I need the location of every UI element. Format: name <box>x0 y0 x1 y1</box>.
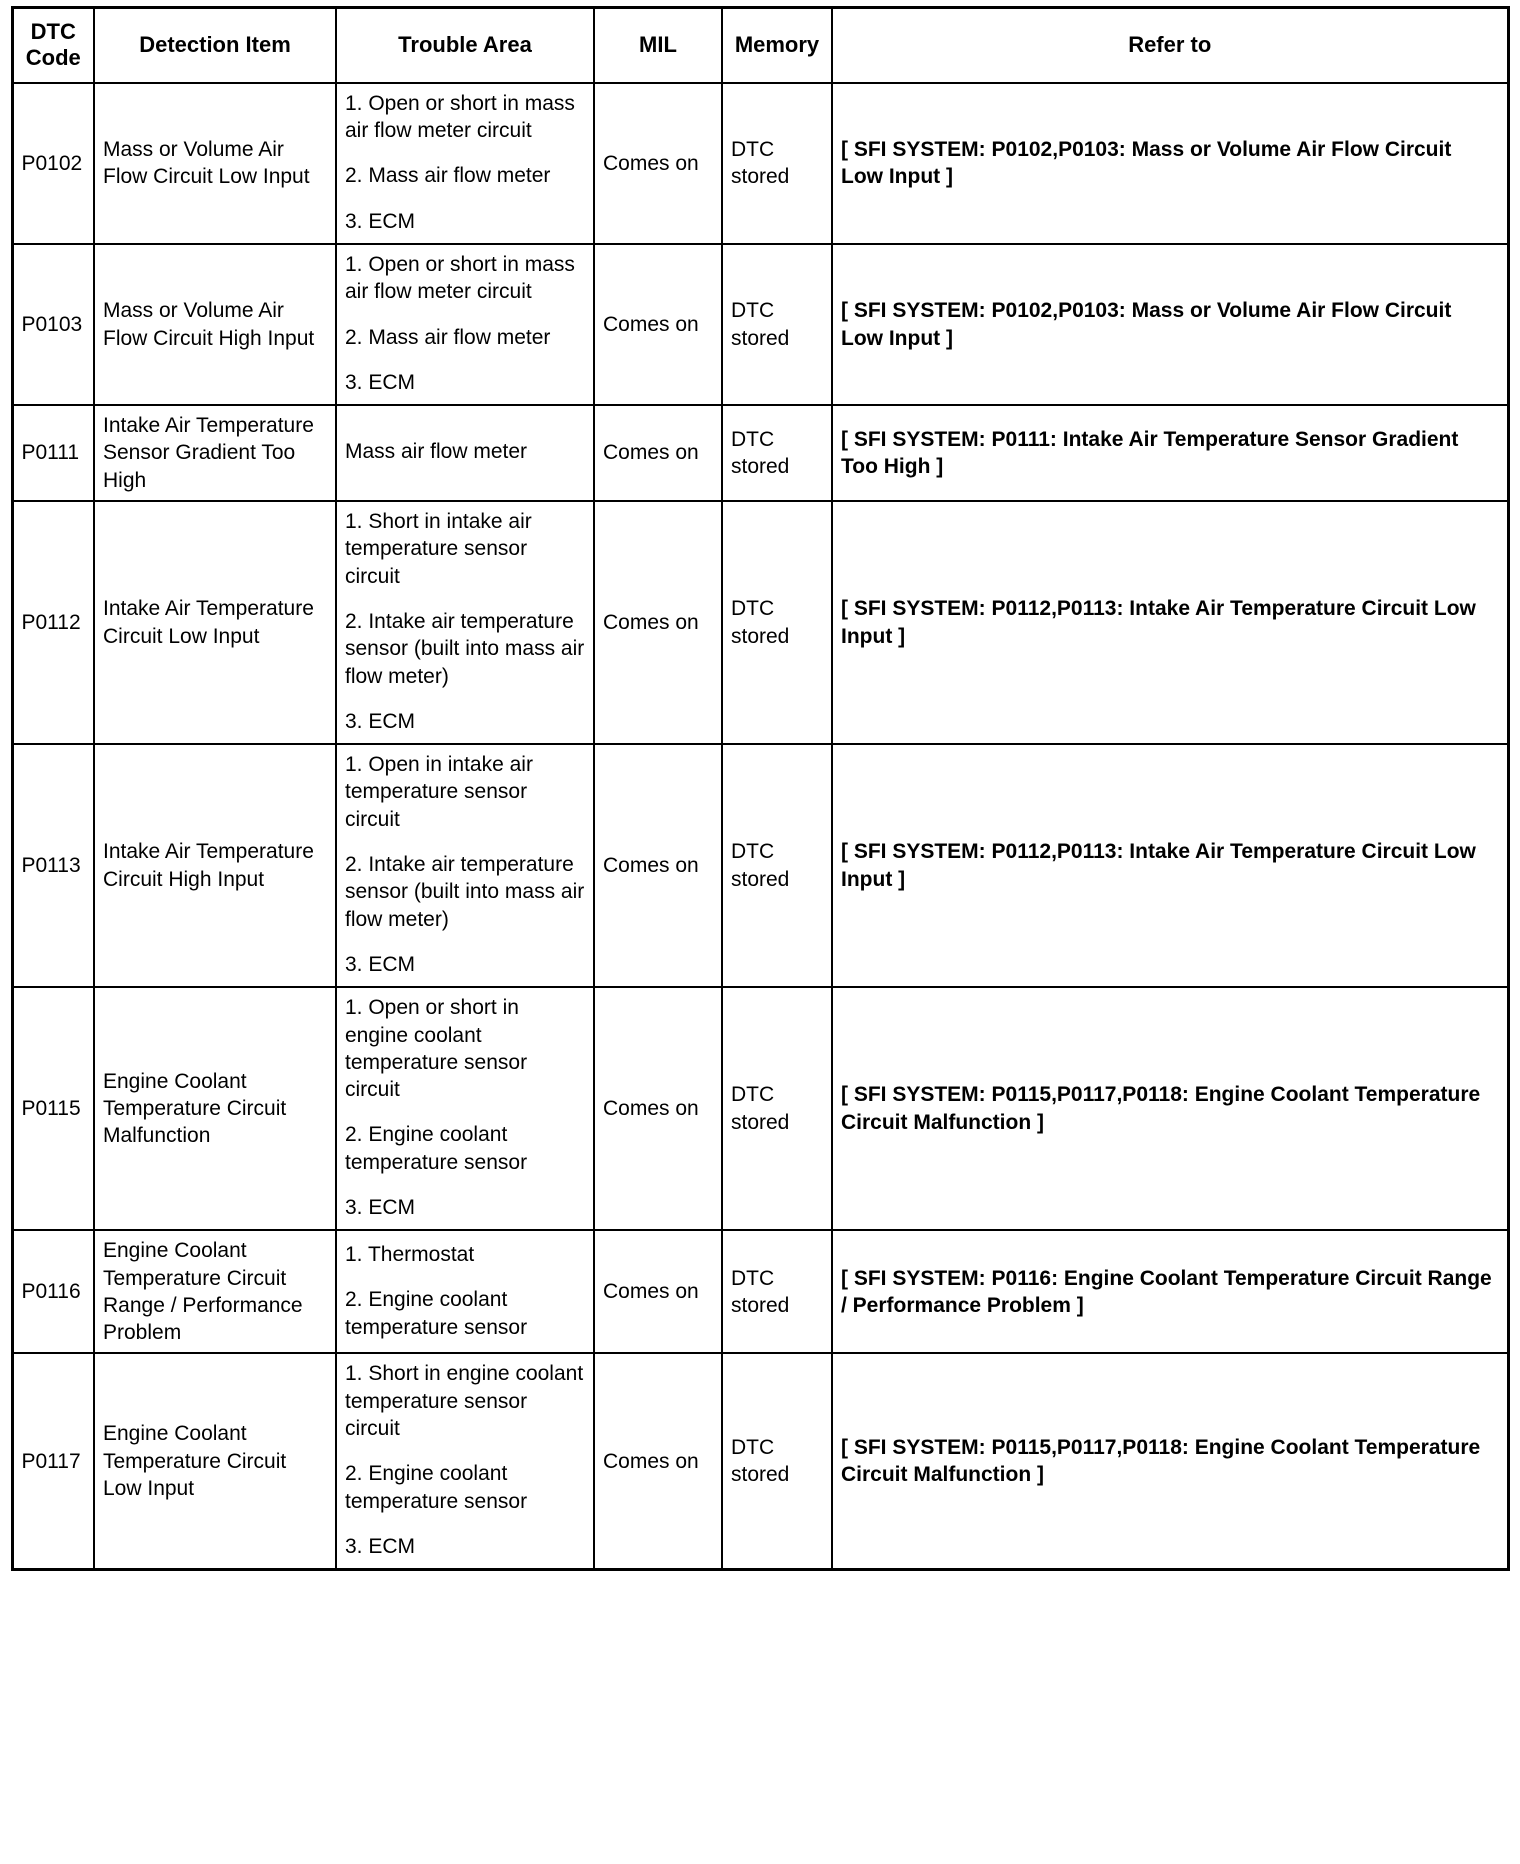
cell-refer-to: [ SFI SYSTEM: P0102,P0103: Mass or Volume Air Flow Circuit Low Input ] <box>832 83 1508 244</box>
cell-trouble-area <box>336 744 594 987</box>
trouble-area-line: 1. Open or short in engine coolant temperature sensor circuit <box>345 996 528 1102</box>
trouble-area-line: 3. ECM <box>345 1195 416 1219</box>
cell-trouble-area <box>336 987 594 1230</box>
cell-detection-item: Engine Coolant Temperature Circuit Range / Performance Problem <box>94 1230 336 1353</box>
cell-trouble-area <box>336 83 594 244</box>
trouble-area-line: 2. Engine coolant temperature sensor <box>345 1288 528 1339</box>
memory-line2: stored <box>731 165 790 189</box>
cell-detection-item: Mass or Volume Air Flow Circuit High Input <box>94 244 336 405</box>
trouble-area-line: 1. Open in intake air temperature sensor circuit <box>345 753 533 831</box>
trouble-area-line: 1. Open or short in mass air flow meter circuit <box>345 91 575 143</box>
cell-refer-to: [ SFI SYSTEM: P0111: Intake Air Temperature Sensor Gradient Too High ] <box>832 405 1508 501</box>
cell-mil: Comes on <box>594 1353 722 1569</box>
table-row <box>12 744 1508 987</box>
trouble-area-line: 2. Intake air temperature sensor (built into mass air flow meter) <box>345 609 585 688</box>
cell-dtc-code: P0113 <box>12 744 94 987</box>
table-row <box>12 244 1508 405</box>
memory-line2: stored <box>731 455 790 479</box>
header-dtc-code-line1: DTC <box>30 19 76 44</box>
cell-mil: Comes on <box>594 501 722 744</box>
table-row <box>12 83 1508 244</box>
cell-trouble-area <box>336 405 594 501</box>
cell-dtc-code: P0115 <box>12 987 94 1230</box>
memory-line1: DTC <box>731 1436 775 1460</box>
cell-refer-to: [ SFI SYSTEM: P0112,P0113: Intake Air Temperature Circuit Low Input ] <box>832 744 1508 987</box>
cell-dtc-code: P0117 <box>12 1353 94 1569</box>
cell-memory <box>722 244 832 405</box>
cell-dtc-code: P0116 <box>12 1230 94 1353</box>
memory-line1: DTC <box>731 427 775 451</box>
memory-line2: stored <box>731 1463 790 1487</box>
cell-trouble-area <box>336 1230 594 1353</box>
memory-line1: DTC <box>731 597 775 621</box>
cell-memory <box>722 405 832 501</box>
trouble-area-line: 3. ECM <box>345 209 416 233</box>
header-refer-to: Refer to <box>832 8 1508 83</box>
cell-detection-item: Mass or Volume Air Flow Circuit Low Input <box>94 83 336 244</box>
cell-refer-to: [ SFI SYSTEM: P0102,P0103: Mass or Volume Air Flow Circuit Low Input ] <box>832 244 1508 405</box>
memory-line2: stored <box>731 624 790 648</box>
cell-memory <box>722 744 832 987</box>
cell-detection-item: Intake Air Temperature Circuit Low Input <box>94 501 336 744</box>
cell-memory <box>722 1353 832 1569</box>
table-row <box>12 405 1508 501</box>
header-row <box>12 8 1508 83</box>
header-detection-item: Detection Item <box>94 8 336 83</box>
trouble-area-line: 3. ECM <box>345 952 416 976</box>
trouble-area-line: 3. ECM <box>345 709 416 733</box>
trouble-area-line: 2. Engine coolant temperature sensor <box>345 1123 528 1174</box>
cell-mil: Comes on <box>594 987 722 1230</box>
table-header <box>12 8 1508 83</box>
header-dtc-code <box>12 8 94 83</box>
trouble-area-line: 2. Intake air temperature sensor (built into mass air flow meter) <box>345 853 585 931</box>
trouble-area-line: 3. ECM <box>345 1534 416 1558</box>
trouble-area-line: Mass air flow meter <box>345 440 528 464</box>
memory-line2: stored <box>731 326 790 350</box>
trouble-area-line: 1. Open or short in mass air flow meter circuit <box>345 252 575 304</box>
cell-refer-to: [ SFI SYSTEM: P0116: Engine Coolant Temperature Circuit Range / Performance Problem ] <box>832 1230 1508 1353</box>
trouble-area-line: 2. Engine coolant temperature sensor <box>345 1462 528 1513</box>
trouble-area-line: 2. Mass air flow meter <box>345 164 551 188</box>
cell-memory <box>722 987 832 1230</box>
cell-memory <box>722 1230 832 1353</box>
memory-line2: stored <box>731 1293 790 1317</box>
memory-line2: stored <box>731 1110 790 1134</box>
table-row <box>12 1353 1508 1569</box>
table-body <box>12 83 1508 1570</box>
header-memory: Memory <box>722 8 832 83</box>
cell-trouble-area <box>336 244 594 405</box>
cell-mil: Comes on <box>594 744 722 987</box>
cell-detection-item: Intake Air Temperature Circuit High Input <box>94 744 336 987</box>
trouble-area-line: 3. ECM <box>345 370 416 394</box>
cell-detection-item: Intake Air Temperature Sensor Gradient Too High <box>94 405 336 501</box>
dtc-code-table <box>11 6 1510 1571</box>
memory-line1: DTC <box>731 840 775 864</box>
cell-mil: Comes on <box>594 1230 722 1353</box>
cell-memory <box>722 501 832 744</box>
cell-dtc-code: P0103 <box>12 244 94 405</box>
cell-dtc-code: P0111 <box>12 405 94 501</box>
cell-mil: Comes on <box>594 83 722 244</box>
cell-trouble-area <box>336 1353 594 1569</box>
header-dtc-code-line2: Code <box>25 45 81 71</box>
table-row <box>12 1230 1508 1353</box>
trouble-area-line: 2. Mass air flow meter <box>345 325 551 349</box>
memory-line1: DTC <box>731 1266 775 1290</box>
memory-line1: DTC <box>731 299 775 323</box>
header-mil: MIL <box>594 8 722 83</box>
cell-trouble-area <box>336 501 594 744</box>
trouble-area-line: 1. Thermostat <box>345 1242 475 1266</box>
cell-refer-to: [ SFI SYSTEM: P0112,P0113: Intake Air Temperature Circuit Low Input ] <box>832 501 1508 744</box>
table-row <box>12 987 1508 1230</box>
cell-memory <box>722 83 832 244</box>
cell-detection-item: Engine Coolant Temperature Circuit Low Input <box>94 1353 336 1569</box>
cell-refer-to: [ SFI SYSTEM: P0115,P0117,P0118: Engine Coolant Temperature Circuit Malfunction ] <box>832 987 1508 1230</box>
memory-line2: stored <box>731 867 790 891</box>
table-row <box>12 501 1508 744</box>
cell-refer-to: [ SFI SYSTEM: P0115,P0117,P0118: Engine Coolant Temperature Circuit Malfunction ] <box>832 1353 1508 1569</box>
trouble-area-line: 1. Short in intake air temperature sensor circuit <box>345 510 532 588</box>
cell-dtc-code: P0102 <box>12 83 94 244</box>
cell-detection-item: Engine Coolant Temperature Circuit Malfunction <box>94 987 336 1230</box>
trouble-area-line: 1. Short in engine coolant temperature sensor circuit <box>345 1362 584 1441</box>
memory-line1: DTC <box>731 138 775 162</box>
cell-mil: Comes on <box>594 244 722 405</box>
header-trouble-area: Trouble Area <box>336 8 594 83</box>
memory-line1: DTC <box>731 1083 775 1107</box>
cell-dtc-code: P0112 <box>12 501 94 744</box>
cell-mil: Comes on <box>594 405 722 501</box>
